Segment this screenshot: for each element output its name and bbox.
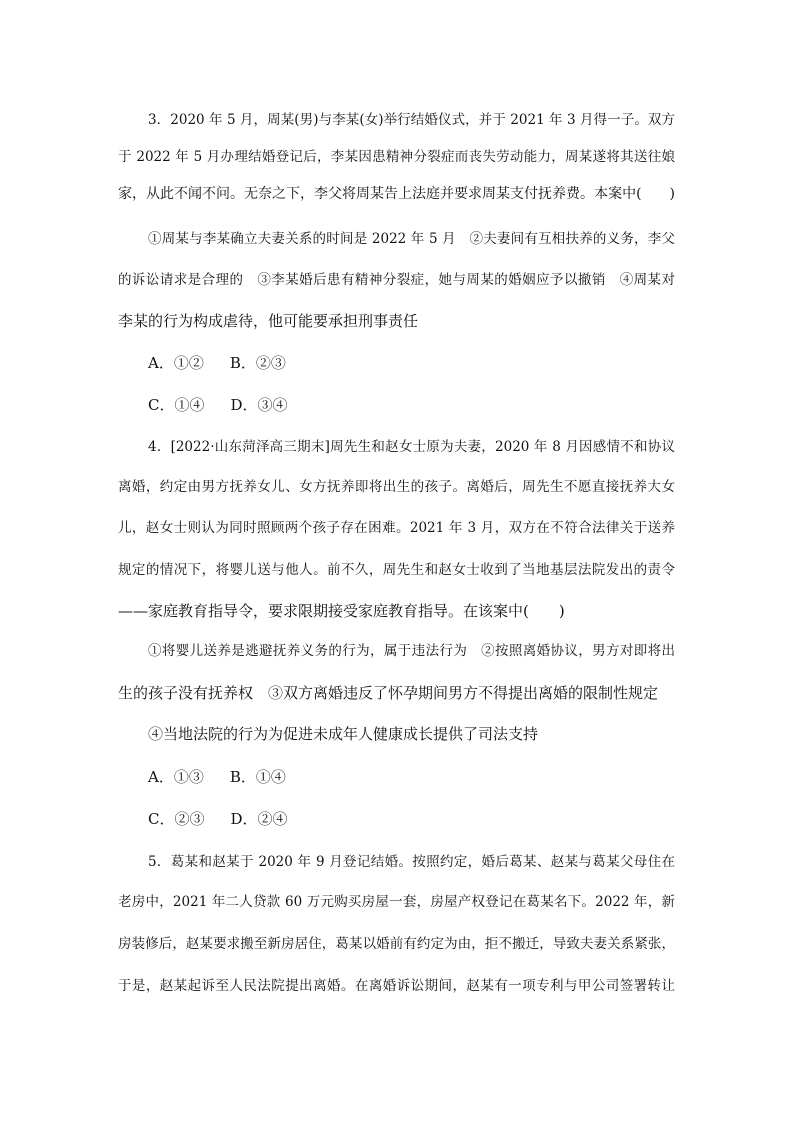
q3-options-row-2 [148, 395, 288, 415]
q3-options-row-1 [148, 353, 286, 373]
q4-stem-line-5: ——家庭教育指导令，要求限期接受家庭教育指导。在该案中( ) [118, 602, 565, 620]
q3-stem-line-3: 家，从此不闻不问。无奈之下，李父将周某告上法庭并要求周某支付抚养费。本案中( ) [118, 186, 675, 202]
q5-stem-line-2: 老房中，2021 年二人贷款 60 万元购买房屋一套，房屋产权登记在葛某名下。2022 年，新 [118, 894, 675, 910]
q3-option-d[interactable]: D．③④ [230, 396, 288, 414]
q3-statement-line-3: 李某的行为构成虐待，他可能要承担刑事责任 [118, 312, 419, 330]
q5-stem-line-1: 5．葛某和赵某于 2020 年 9 月登记结婚。按照约定，婚后葛某、赵某与葛某父母住在 [148, 854, 675, 870]
q4-statement-line-1: ①将婴儿送养是逃避抚养义务的行为，属于违法行为 ②按照离婚协议，男方对即将出 [148, 643, 675, 659]
q5-stem-line-4: 于是，赵某起诉至人民法院提出离婚。在离婚诉讼期间，赵某有一项专利与甲公司签署转让 [118, 978, 675, 994]
q4-stem-line-4: 规定的情况下，将婴儿送与他人。前不久，周先生和赵女士收到了当地基层法院发出的责令 [118, 562, 675, 578]
q5-stem-line-3: 房装修后，赵某要求搬至新房居住，葛某以婚前有约定为由，拒不搬迁，导致夫妻关系紧张， [118, 936, 675, 952]
q4-option-d[interactable]: D．②④ [230, 810, 288, 828]
q4-option-b[interactable]: B．①④ [229, 768, 286, 786]
q3-option-b[interactable]: B．②③ [229, 354, 286, 372]
q4-option-a[interactable]: A．①③ [148, 768, 204, 786]
q3-stem-line-2: 于 2022 年 5 月办理结婚登记后，李某因患精神分裂症而丧失劳动能力，周某遂将其送往娘 [118, 149, 675, 165]
q4-stem-line-1: 4．[2022·山东菏泽高三期末]周先生和赵女士原为夫妻，2020 年 8 月因感情不和协议 [148, 439, 675, 455]
q4-statement-line-2: 生的孩子没有抚养权 ③双方离婚违反了怀孕期间男方不得提出离婚的限制性规定 [118, 684, 659, 702]
q3-option-a[interactable]: A．①② [148, 354, 204, 372]
q3-option-c[interactable]: C．①④ [148, 396, 205, 414]
q3-stem-line-1: 3．2020 年 5 月，周某(男)与李某(女)举行结婚仪式，并于 2021 年 3 月得一子。双方 [148, 112, 675, 128]
q3-statement-line-2: 的诉讼请求是合理的 ③李某婚后患有精神分裂症，她与周某的婚姻应予以撤销 ④周某对 [118, 272, 675, 288]
q4-options-row-1 [148, 767, 286, 787]
q4-options-row-2 [148, 809, 288, 829]
q4-statement-line-3: ④当地法院的行为为促进未成年人健康成长提供了司法支持 [148, 725, 539, 743]
q3-statement-line-1: ①周某与李某确立夫妻关系的时间是 2022 年 5 月 ②夫妻间有互相扶养的义务，李父 [148, 231, 675, 247]
q4-stem-line-2: 离婚，约定由男方抚养女儿、女方抚养即将出生的孩子。离婚后，周先生不愿直接抚养大女 [118, 479, 675, 495]
q4-stem-line-3: 儿，赵女士则认为同时照顾两个孩子存在困难。2021 年 3 月，双方在不符合法律关于送养 [118, 520, 675, 536]
q4-option-c[interactable]: C．②③ [148, 810, 205, 828]
